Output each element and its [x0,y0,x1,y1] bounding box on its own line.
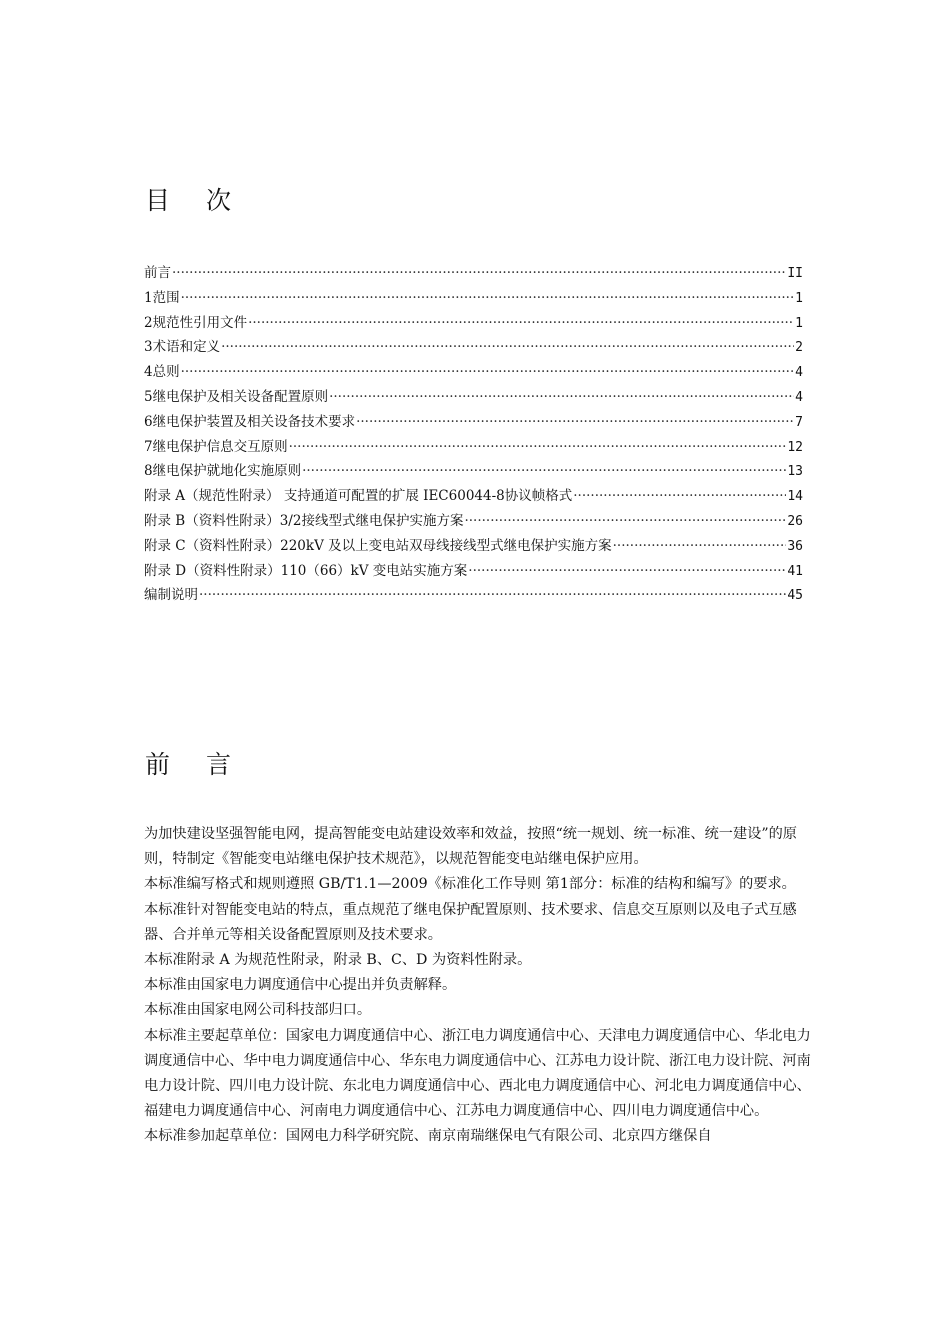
toc-entry-page: 36 [787,538,803,554]
toc-entry-page: 1 [795,315,803,331]
preface-paragraph: 本标准由国家电力调度通信中心提出并负责解释。 [144,977,457,994]
preface-paragraph: 本标准编写格式和规则遵照 GB/T1.1—2009《标准化工作导则 第1部分：标准的结构和编写》的要求。 [144,876,796,893]
toc-entry[interactable] [144,311,803,336]
toc-leader-dots [248,315,794,331]
toc-leader-dots [181,290,795,306]
preface-paragraph: 本标准附录 A 为规范性附录，附录 B、C、D 为资料性附录。 [144,952,532,969]
toc-entry-label: 附录 D（资料性附录）110（66）kV 变电站实施方案 [144,562,468,579]
toc-entry[interactable] [144,435,803,460]
toc-leader-dots [289,439,787,455]
preface-paragraph: 本标准针对智能变电站的特点，重点规范了继电保护配置原则、技术要求、信息交互原则以及电子式互感器、合并单元等相关设备配置原则及技术要求。 [144,901,797,943]
toc-leader-dots [573,488,786,504]
toc-leader-dots [221,339,794,355]
toc-leader-dots [172,265,786,281]
toc-leader-dots [302,463,786,479]
toc-entry-label: 8继电保护就地化实施原则 [144,463,302,480]
toc-leader-dots [613,538,787,554]
toc-entry[interactable] [144,360,803,385]
preface-body [144,822,812,1150]
preface-title: 前 言 [145,749,245,779]
table-of-contents [144,261,803,608]
toc-entry-page: 26 [787,513,803,529]
toc-leader-dots [464,513,786,529]
toc-entry[interactable] [144,484,803,509]
toc-entry-page: 2 [795,340,803,356]
toc-leader-dots [329,389,794,405]
toc-entry[interactable] [144,534,803,559]
toc-entry[interactable] [144,286,803,311]
toc-entry-label: 3术语和定义 [144,339,221,356]
preface-paragraph: 本标准参加起草单位：国网电力科学研究院、南京南瑞继保电气有限公司、北京四方继保自 [144,1128,712,1145]
toc-entry-page: 4 [795,389,803,405]
toc-entry[interactable] [144,261,803,286]
toc-entry[interactable] [144,459,803,484]
toc-entry[interactable] [144,385,803,410]
toc-entry-label: 前言 [144,265,171,281]
toc-leader-dots [356,414,794,430]
toc-entry-page: 45 [787,588,803,604]
toc-entry-page: 41 [787,563,803,579]
toc-leader-dots [468,563,786,579]
toc-entry[interactable] [144,509,803,534]
toc-entry-page: 14 [787,489,803,505]
toc-title: 目 次 [145,185,245,215]
toc-entry-page: II [787,266,803,281]
toc-leader-dots [181,364,795,380]
toc-entry-page: 7 [795,414,803,430]
toc-entry[interactable] [144,583,803,608]
toc-entry-page: 4 [795,365,803,381]
toc-entry[interactable] [144,559,803,584]
toc-entry-page: 1 [795,290,803,306]
toc-entry-label: 7继电保护信息交互原则 [144,438,288,455]
toc-entry-label: 附录 A（规范性附录） 支持通道可配置的扩展 IEC60044-8协议帧格式 [144,488,573,505]
preface-paragraph: 本标准主要起草单位：国家电力调度通信中心、浙江电力调度通信中心、天津电力调度通信中心、华北电力调度通信中心、华中电力调度通信中心、华东电力调度通信中心、江苏电力设计院、浙江电力设计院、河南电力设计院、四川电力设计院、东北电力调度通信中心、西北电力调度通信中心、河北电力调度通信中心、福建电力调度通信中心、河南电力调度通信中心、江苏电力调度通信中心、四川电力调度通信中心。 [144,1027,811,1120]
toc-entry-label: 附录 B（资料性附录）3/2接线型式继电保护实施方案 [144,512,464,529]
toc-entry-label: 2规范性引用文件 [144,314,248,331]
toc-entry-label: 4总则 [144,364,180,381]
toc-entry-label: 5继电保护及相关设备配置原则 [144,388,329,405]
toc-entry-label: 附录 C（资料性附录）220kV 及以上变电站双母线接线型式继电保护实施方案 [144,537,612,554]
preface-paragraph: 本标准由国家电网公司科技部归口。 [144,1002,372,1019]
toc-entry[interactable] [144,410,803,435]
toc-leader-dots [199,587,786,603]
toc-entry[interactable] [144,335,803,360]
toc-entry-label: 编制说明 [144,587,198,604]
toc-entry-label: 6继电保护装置及相关设备技术要求 [144,413,356,430]
preface-paragraph: 为加快建设坚强智能电网，提高智能变电站建设效率和效益，按照“统一规划、统一标准、统一建设”的原则，特制定《智能变电站继电保护技术规范》，以规范智能变电站继电保护应用。 [144,826,797,868]
toc-entry-page: 13 [787,464,803,480]
toc-entry-label: 1范围 [144,289,180,306]
toc-entry-page: 12 [787,439,803,455]
